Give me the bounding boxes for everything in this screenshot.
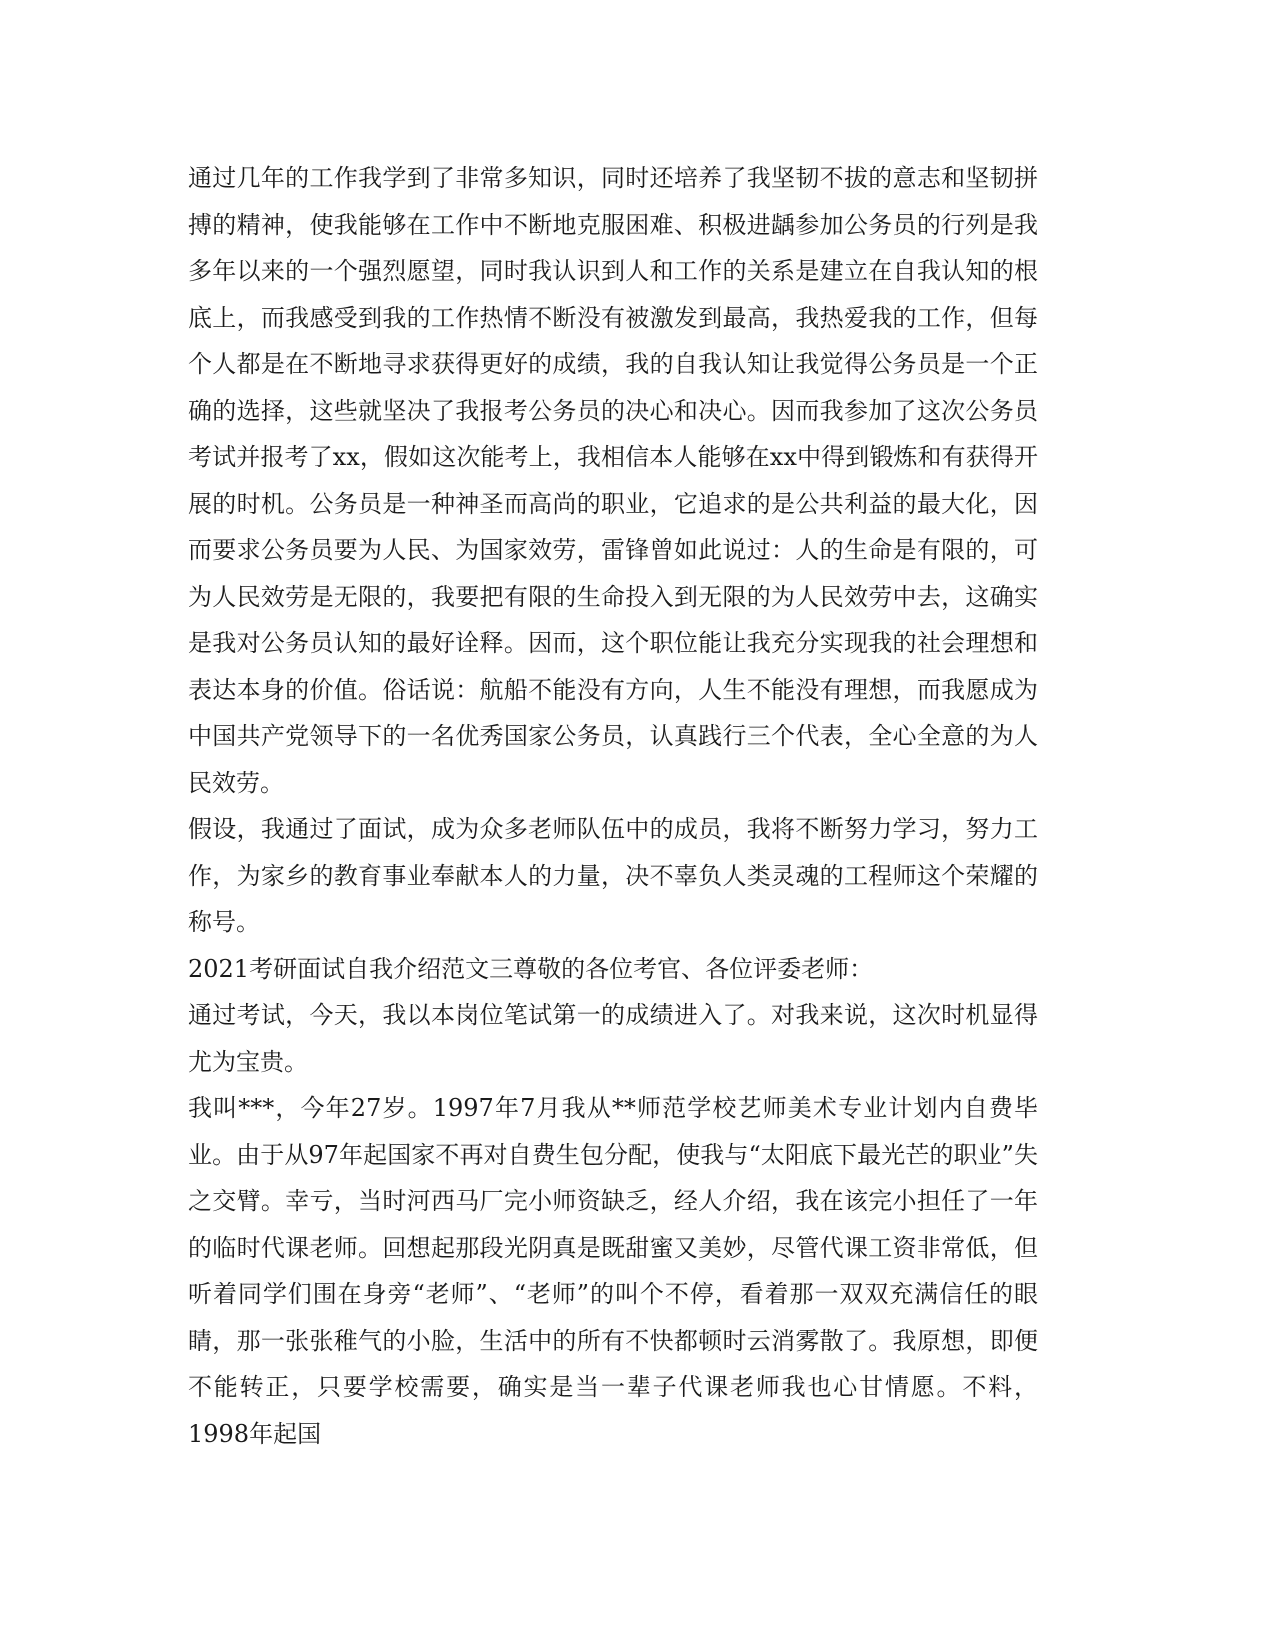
paragraph-interview-pledge: 假设，我通过了面试，成为众多老师队伍中的成员，我将不断努力学习，努力工作，为家乡的教育事业奉献本人的力量，决不辜负人类灵魂的工程师这个荣耀的称号。 [188,815,1038,936]
paragraph-personal-background: 我叫***，今年27岁。1997年7月我从**师范学校艺师美术专业计划内自费毕业。由于从97年起国家不再对自费生包分配，使我与“太阳底下最光芒的职业”失之交臂。幸亏，当时河西马厂完小师资缺乏，经人介绍，我在该完小担任了一年的临时代课老师。回想起那段光阴真是既甜蜜又美妙，尽管代课工资非常低，但听着同学们围在身旁“老师”、“老师”的叫个不停，看着那一双双充满信任的眼睛，那一张张稚气的小脸，生活中的所有不快都顿时云消雾散了。我原想，即便不能转正，只要学校需要，确实是当一辈子代课老师我也心甘情愿。不料，1998年起国 [188,1094,1038,1448]
paragraph-civil-servant-motivation: 通过几年的工作我学到了非常多知识，同时还培养了我坚韧不拔的意志和坚韧拼搏的精神，使我能够在工作中不断地克服困难、积极进龋参加公务员的行列是我多年以来的一个强烈愿望，同时我认识到人和工作的关系是建立在自我认知的根底上，而我感受到我的工作热情不断没有被激发到最高，我热爱我的工作，但每个人都是在不断地寻求获得更好的成绩，我的自我认知让我觉得公务员是一个正确的选择，这些就坚决了我报考公务员的决心和决心。因而我参加了这次公务员考试并报考了xx，假如这次能考上，我相信本人能够在xx中得到锻炼和有获得开展的时机。公务员是一种神圣而高尚的职业，它追求的是公共利益的最大化，因而要求公务员要为人民、为国家效劳，雷锋曾如此说过：人的生命是有限的，可为人民效劳是无限的，我要把有限的生命投入到无限的为人民效劳中去，这确实是我对公务员认知的最好诠释。因而，这个职位能让我充分实现我的社会理想和表达本身的价值。俗话说：航船不能没有方向，人生不能没有理想，而我愿成为中国共产党领导下的一名优秀国家公务员，认真践行三个代表，全心全意的为人民效劳。 [188,164,1038,797]
paragraph-sample-three-heading: 2021考研面试自我介绍范文三尊敬的各位考官、各位评委老师： [188,954,874,983]
paragraph-exam-result: 通过考试，今天，我以本岗位笔试第一的成绩进入了。对我来说，这次时机显得尤为宝贵。 [188,1001,1038,1076]
document-page [188,155,1038,1457]
